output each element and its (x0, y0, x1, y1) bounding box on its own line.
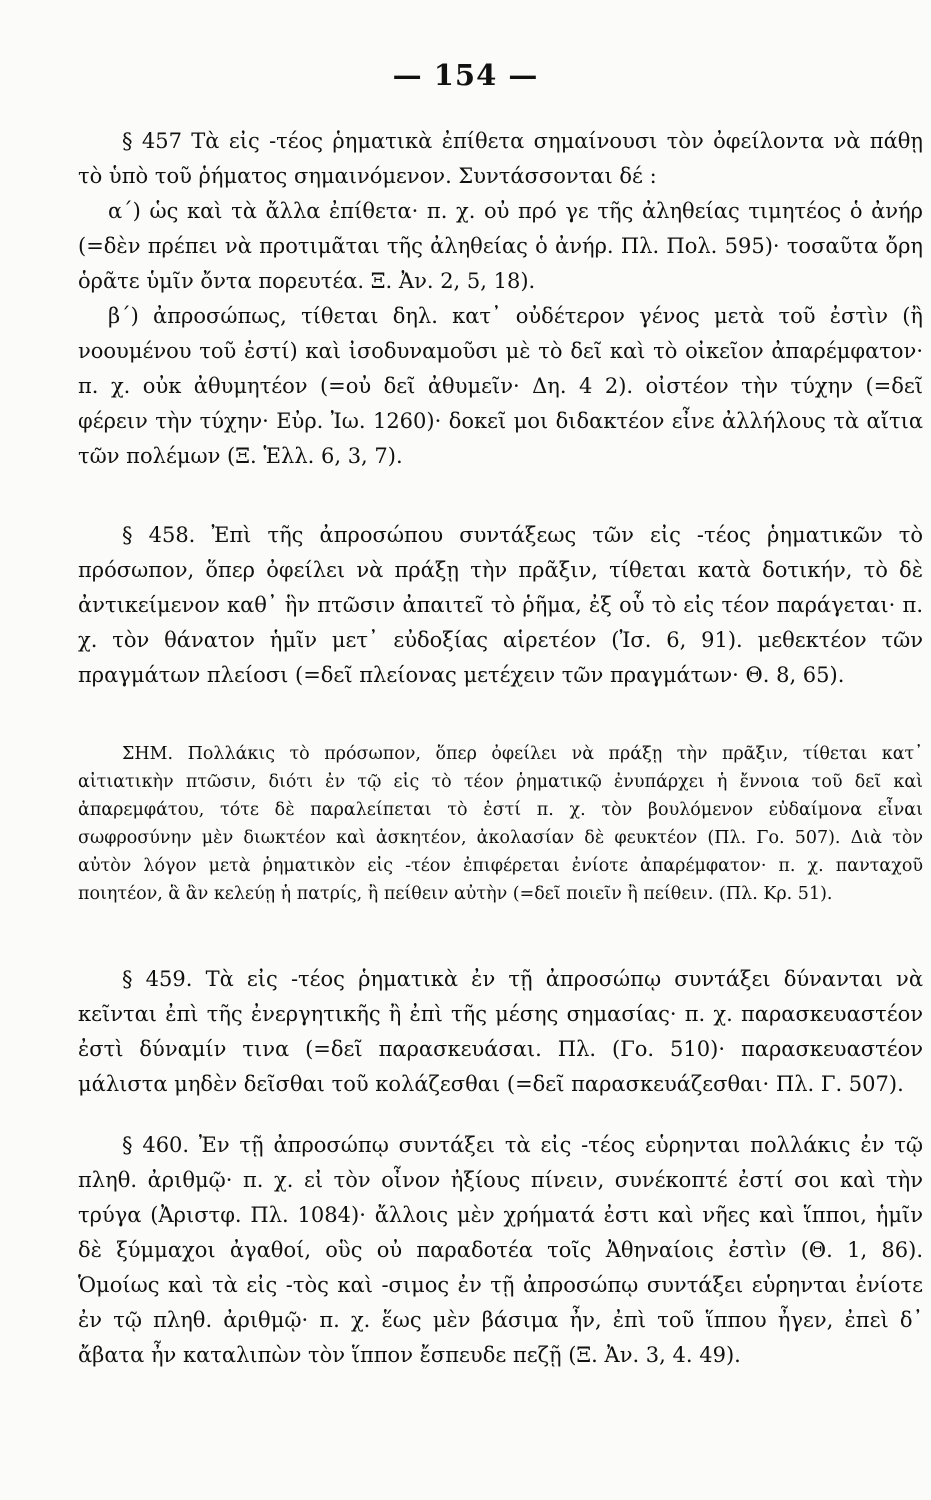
section-457-alpha: α΄) ὡς καὶ τὰ ἄλλα ἐπίθετα· π. χ. οὐ πρό γε τῆς ἀληθείας τιμητέος ὁ ἀνήρ (=δὲν πρέπει νὰ προτιμᾶται τῆς ἀληθείας ὁ ἀνήρ. Πλ. Πολ. 595)· τοσαῦτα ὄρη ὁρᾶτε ὑμῖν ὄντα πορευτέα. Ξ. Ἀν. 2, 5, 18). (78, 199, 923, 293)
section-458-text: § 458. Ἐπὶ τῆς ἀπροσώπου συντάξεως τῶν εἰς -τέος ῥηματικῶν τὸ πρόσωπον, ὅπερ ὀφείλει νὰ πράξῃ τὴν πρᾶξιν, τίθεται κατὰ δοτικήν, τὸ δὲ ἀντικείμενον καθ᾽ ἣν πτῶσιν ἀπαιτεῖ τὸ ῥῆμα, ἐξ οὗ τὸ εἰς τέον παράγεται· π. χ. τὸν θάνατον ἡμῖν μετ᾽ εὐδοξίας αἱρετέον (Ἰσ. 6, 91). μεθεκτέον τῶν πραγμάτων πλείοσι (=δεῖ πλείονας μετέχειν τῶν πραγμάτων· Θ. 8, 65). (78, 523, 923, 687)
section-457-intro: § 457 Τὰ εἰς -τέος ῥηματικὰ ἐπίθετα σημαίνουσι τὸν ὀφείλοντα νὰ πάθῃ τὸ ὑπὸ τοῦ ῥήματος σημαινόμενον. Συντάσσονται δέ : (78, 129, 923, 188)
section-459-text: § 459. Τὰ εἰς -τέος ῥηματικὰ ἐν τῇ ἀπροσώπῳ συντάξει δύνανται νὰ κεῖνται ἐπὶ τῆς ἐνεργητικῆς ἢ ἐπὶ τῆς μέσης σημασίας· π. χ. παρασκευαστέον ἐστὶ δύναμίν τινα (=δεῖ παρασκευάσαι. Πλ. (Γο. 510)· παρασκευαστέον μάλιστα μηδὲν δεῖσθαι τοῦ κολάζεσθαι (=δεῖ παρασκευάζεσθαι· Πλ. Γ. 507). (78, 967, 923, 1096)
section-457-beta: β΄) ἀπροσώπως, τίθεται δηλ. κατ᾽ οὐδέτερον γένος μετὰ τοῦ ἐστὶν (ἢ νοουμένου τοῦ ἐστί) καὶ ἰσοδυναμοῦσι μὲ τὸ δεῖ καὶ τὸ οἰκεῖον ἀπαρέμφατον· π. χ. οὐκ ἀθυμητέον (=οὐ δεῖ ἀθυμεῖν· Δη. 4 2). οἰστέον τὴν τύχην (=δεῖ φέρειν τὴν τύχην· Εὐρ. Ἰω. 1260)· δοκεῖ μοι διδακτέον εἶνε ἀλλήλους τὰ αἴτια τῶν πολέμων (Ξ. Ἑλλ. 6, 3, 7). (78, 304, 923, 468)
section-458 (78, 518, 923, 693)
page-number: — 154 — (392, 58, 539, 92)
section-459 (78, 962, 923, 1102)
section-460-text: § 460. Ἐν τῇ ἀπροσώπῳ συντάξει τὰ εἰς -τέος εὑρηνται πολλάκις ἐν τῷ πληθ. ἀριθμῷ· π. χ. εἰ τὸν οἶνον ἠξίους πίνειν, συνέκοπτέ ἐστί σοι καὶ τὴν τρύγα (Ἀριστφ. Πλ. 1084)· ἄλλοις μὲν χρήματά ἐστι καὶ νῆες καὶ ἵπποι, ἡμῖν δὲ ξύμμαχοι ἀγαθοί, οὓς οὐ παραδοτέα τοῖς Ἀθηναίοις ἐστὶν (Θ. 1, 86). Ὁμοίως καὶ τὰ εἰς -τὸς καὶ -σιμος ἐν τῇ ἀπροσώπῳ συντάξει εὑρηνται ἐνίοτε ἐν τῷ πληθ. ἀριθμῷ· π. χ. ἕως μὲν βάσιμα ἦν, ἐπὶ τοῦ ἵππου ἦγεν, ἐπεὶ δ᾽ ἄβατα ἦν καταλιπὼν τὸν ἵππον ἔσπευδε πεζῇ (Ξ. Ἀν. 3, 4. 49). (78, 1133, 923, 1367)
note-block (78, 740, 923, 908)
section-457 (78, 124, 923, 474)
section-460 (78, 1128, 923, 1373)
note-text: ΣΗΜ. Πολλάκις τὸ πρόσωπον, ὅπερ ὀφείλει νὰ πράξῃ τὴν πρᾶξιν, τίθεται κατ᾽ αἰτιατικὴν πτῶσιν, διότι ἐν τῷ εἰς τὸ τέον ῥηματικῷ ἐνυπάρχει ἡ ἔννοια τοῦ δεῖ καὶ ἀπαρεμφάτου, τότε δὲ παραλείπεται τὸ ἐστί π. χ. τὸν βουλόμενον εὐδαίμονα εἶναι σωφροσύνην μὲν διωκτέον καὶ ἀσκητέον, ἀκολασίαν δὲ φευκτέον (Πλ. Γο. 507). Διὰ τὸν αὐτὸν λόγον μετὰ ῥηματικὸν εἰς -τέον ἐπιφέρεται ἐνίοτε ἀπαρέμφατον· π. χ. πανταχοῦ ποιητέον, ἃ ἂν κελεύῃ ἡ πατρίς, ἢ πείθειν αὐτὴν (=δεῖ ποιεῖν ἢ πείθειν. (Πλ. Κρ. 51). (78, 744, 923, 904)
